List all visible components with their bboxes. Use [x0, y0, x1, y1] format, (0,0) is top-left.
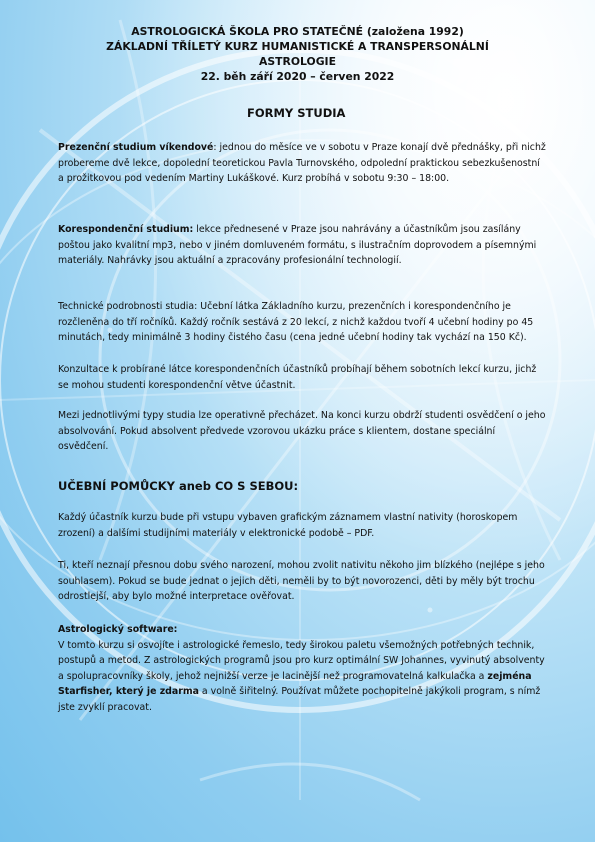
correspondence-study-text: lekce přednesené v Praze jsou nahrávány a účastníkům jsou zasílány poštou jako kvalitní mp3, nebo v jiném domluveném formátu, s ilustračním doprovodem a písemnými materiály. Nahrávky jsou aktuální a zpracovány profesionální technologií.	[58, 224, 537, 266]
correspondence-study-label: Korespondenční studium:	[58, 224, 194, 235]
consultation-paragraph: Konzultace k probírané látce korespondenčních účastníků probíhají během sobotních lekcí kurzu, jichž se mohou studenti korespondenční větve účastnit.	[58, 364, 537, 391]
technical-details-paragraph: Technické podrobnosti studia: Učební látka Základního kurzu, prezenčních i korespondenčního je rozčleněna do tří ročníků. Každý ročník sestává z 20 lekcí, z nichž každou tvoří 4 učební hodiny po 45 minutách, tedy minimálně 3 hodiny čistého času (cena jedné učební hodiny tak vychází na 150 Kč).	[58, 301, 534, 343]
course-title-continued: ASTROLOGIE	[259, 55, 336, 68]
school-title: ASTROLOGICKÁ ŠKOLA PRO STATEČNÉ (založena 1992)	[131, 25, 464, 38]
correspondence-study-paragraph	[58, 222, 548, 269]
tools-paragraph-birth-time: Ti, kteří neznají přesnou dobu svého narození, mohou zvolit nativitu někoho jim blízkého (nejlépe s jeho souhlasem). Pokud se bude jednat o jejich děti, neměli by to být novorozenci, děti by měly být trochu odrostlejší, aby bylo možné interpretace ověřovat.	[58, 560, 545, 602]
tools-paragraph-nativity: Každý účastník kurzu bude při vstupu vybaven grafickým záznamem vlastní nativity (horoskopem zrození) a dalšími studijními materiály v elektronické podobě – PDF.	[58, 512, 518, 539]
weekend-study-text: : jednou do měsíce ve v sobotu v Praze konají dvě přednášky, při nichž probereme dvě lekce, dopolední teoretickou Pavla Turnovského, odpolední praktickou sebezkušenostní a prožitkovou pod vedením Martiny Lukáškové. Kurz probíhá v sobotu 9:30 – 18:00.	[58, 142, 546, 184]
course-title: ZÁKLADNÍ TŘÍLETÝ KURZ HUMANISTICKÉ A TRANSPERSONÁLNÍ	[106, 40, 489, 53]
tools-heading: UČEBNÍ POMŮCKY aneb CO S SEBOU:	[58, 479, 299, 493]
software-text-b: a volně šiřitelný. Používat můžete pochopitelně jakýkoli program, s nímž jste zvyklí pracovat.	[58, 686, 541, 713]
document-header	[40, 24, 555, 84]
course-dates: 22. běh září 2020 – červen 2022	[200, 70, 395, 83]
software-label: Astrologický software:	[58, 624, 178, 635]
switching-paragraph: Mezi jednotlivými typy studia lze operativně přecházet. Na konci kurzu obdrží studenti osvědčení o jeho absolvování. Pokud absolvent předvede vzorovou ukázku práce s klientem, dostane speciální osvědčení.	[58, 410, 546, 452]
weekend-study-label: Prezenční studium víkendové	[58, 142, 214, 153]
software-text-a: V tomto kurzu si osvojíte i astrologické řemeslo, tedy širokou paletu všemožných potřebných technik, postupů a metod. Z astrologických programů jsou pro kurz optimální SW Johannes, vyvinutý absolventy a spolupracovníky školy, jehož nejnižší verze je lacinější než programovatelná kalkulačka a	[58, 639, 545, 682]
forms-heading: FORMY STUDIA	[247, 106, 346, 120]
software-paragraph	[58, 622, 548, 715]
weekend-study-paragraph	[58, 140, 548, 187]
software-bold-text: zejména Starfisher, který je zdarma	[58, 670, 532, 697]
